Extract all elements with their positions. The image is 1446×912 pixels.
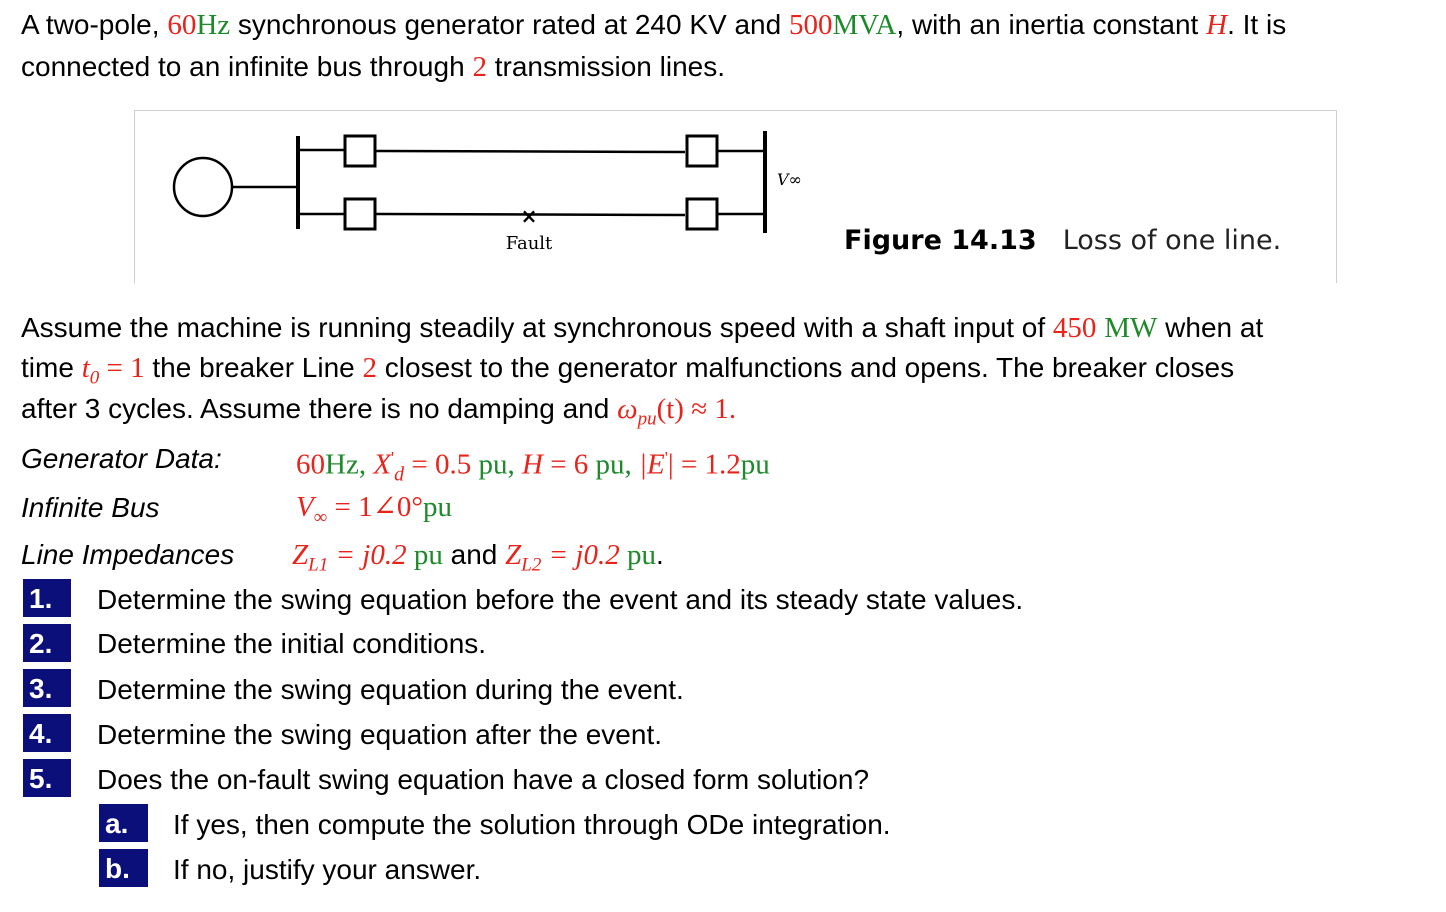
- e-prime: ': [664, 448, 668, 467]
- period: .: [656, 539, 664, 570]
- xd-value: = 0.5: [404, 448, 479, 481]
- breaker-line1-bus: [687, 136, 717, 166]
- subtask-item: If no, justify your answer.: [173, 854, 482, 885]
- intro-text: , with an inertia constant: [896, 9, 1207, 40]
- generator-data-label: Generator Data:: [21, 443, 222, 474]
- assume-text: the breaker Line: [144, 352, 363, 383]
- pu-unit: pu,: [478, 448, 522, 481]
- breaker-line1-gen: [345, 136, 375, 166]
- t0-subscript: 0: [89, 367, 100, 389]
- generator-data-values: [296, 438, 770, 494]
- frequency-value: 60: [167, 9, 197, 41]
- intro-line-1: [21, 5, 1286, 45]
- task-number-badge: 2.: [23, 624, 71, 662]
- gen-freq: 60: [296, 448, 325, 481]
- z1-value: = j0.2: [328, 539, 414, 571]
- line-number: 2: [362, 352, 378, 384]
- shaft-power-unit: MW: [1104, 312, 1158, 344]
- omega-symbol: ω: [617, 393, 638, 425]
- figure-caption: [844, 225, 1281, 256]
- task-item: Determine the swing equation during the event.: [97, 674, 684, 705]
- shaft-power-value: 450: [1052, 312, 1097, 344]
- pu-unit: pu: [627, 539, 656, 571]
- line-impedances-label: Line Impedances: [21, 539, 235, 570]
- task-number-badge: 4.: [23, 714, 71, 752]
- vinf-label: V∞: [777, 170, 802, 189]
- v-value: = 1∠0°: [327, 491, 424, 523]
- gen-freq-unit: Hz,: [325, 448, 374, 481]
- intro-text: connected to an infinite bus through: [21, 51, 473, 82]
- z1-subscript: L1: [308, 554, 329, 576]
- pu-unit: pu,: [595, 448, 640, 481]
- mva-value: 500: [788, 9, 833, 41]
- subtask-letter-badge: a.: [99, 804, 148, 842]
- xd-symbol: X: [373, 448, 392, 481]
- intro-text: synchronous generator rated at 240 KV and: [230, 9, 789, 40]
- fault-label: Fault: [505, 233, 553, 254]
- assume-text: time: [21, 352, 82, 383]
- e-symbol: |E: [639, 448, 665, 481]
- xd-subscript: d: [394, 463, 405, 486]
- omega-value: (t) ≈ 1.: [656, 393, 737, 425]
- omega-subscript: pu: [637, 408, 657, 430]
- assume-text: when at: [1157, 312, 1264, 343]
- and-text: and: [442, 539, 506, 570]
- line-impedances-values: [292, 535, 664, 586]
- t0-value: = 1: [99, 352, 145, 384]
- v-symbol: V: [296, 491, 314, 523]
- figure-number: Figure 14.13: [844, 225, 1037, 256]
- v-subscript: ∞: [313, 506, 328, 528]
- xd-prime: ': [391, 448, 395, 467]
- assume-line-1: [21, 308, 1263, 348]
- one-line-diagram: [135, 111, 1336, 283]
- assume-line-3: [21, 389, 736, 440]
- assume-text: closest to the generator malfunctions and opens. The breaker closes: [377, 352, 1235, 383]
- h-symbol: H: [521, 448, 543, 481]
- task-item: Does the on-fault swing equation have a closed form solution?: [97, 764, 870, 795]
- breaker-line2-gen: [345, 199, 375, 229]
- line-count: 2: [472, 51, 487, 83]
- pu-unit: pu: [413, 539, 443, 571]
- task-number-badge: 5.: [23, 759, 71, 797]
- task-item: Determine the swing equation after the event.: [97, 719, 663, 750]
- task-number-badge: 1.: [23, 579, 71, 617]
- intro-text: A two-pole,: [21, 9, 168, 40]
- assume-text: after 3 cycles. Assume there is no damping and: [21, 393, 618, 424]
- subtask-letter-badge: b.: [99, 849, 148, 887]
- task-item: Determine the initial conditions.: [97, 628, 487, 659]
- fault-mark: ×: [520, 204, 538, 228]
- intro-text: transmission lines.: [486, 51, 726, 82]
- h-value: = 6: [542, 448, 596, 481]
- t0-symbol: t: [81, 352, 90, 384]
- frequency-unit: Hz: [196, 9, 231, 41]
- e-value: | = 1.2: [667, 448, 741, 481]
- intro-text: . It is: [1227, 9, 1287, 40]
- infinite-bus-label: Infinite Bus: [21, 492, 160, 523]
- subtask-item: If yes, then compute the solution through ODe integration.: [173, 809, 891, 840]
- task-item: Determine the swing equation before the event and its steady state values.: [97, 584, 1024, 615]
- z2-symbol: Z: [505, 539, 522, 571]
- assume-text: Assume the machine is running steadily at synchronous speed with a shaft input of: [21, 312, 1053, 343]
- pu-unit: pu: [423, 491, 453, 523]
- z2-subscript: L2: [521, 554, 542, 576]
- breaker-line2-bus: [687, 199, 717, 229]
- task-number-badge: 3.: [23, 669, 71, 707]
- intro-line-2: [21, 47, 725, 87]
- inertia-symbol: H: [1206, 9, 1228, 41]
- infinite-bus-values: [296, 487, 452, 538]
- figure-caption-text: Loss of one line.: [1062, 225, 1282, 256]
- figure-14-13: [134, 110, 1337, 283]
- z2-value: = j0.2: [541, 539, 627, 571]
- z1-symbol: Z: [292, 539, 309, 571]
- pu-unit: pu: [740, 448, 770, 481]
- generator-symbol: [174, 158, 232, 216]
- mva-unit: MVA: [832, 9, 897, 41]
